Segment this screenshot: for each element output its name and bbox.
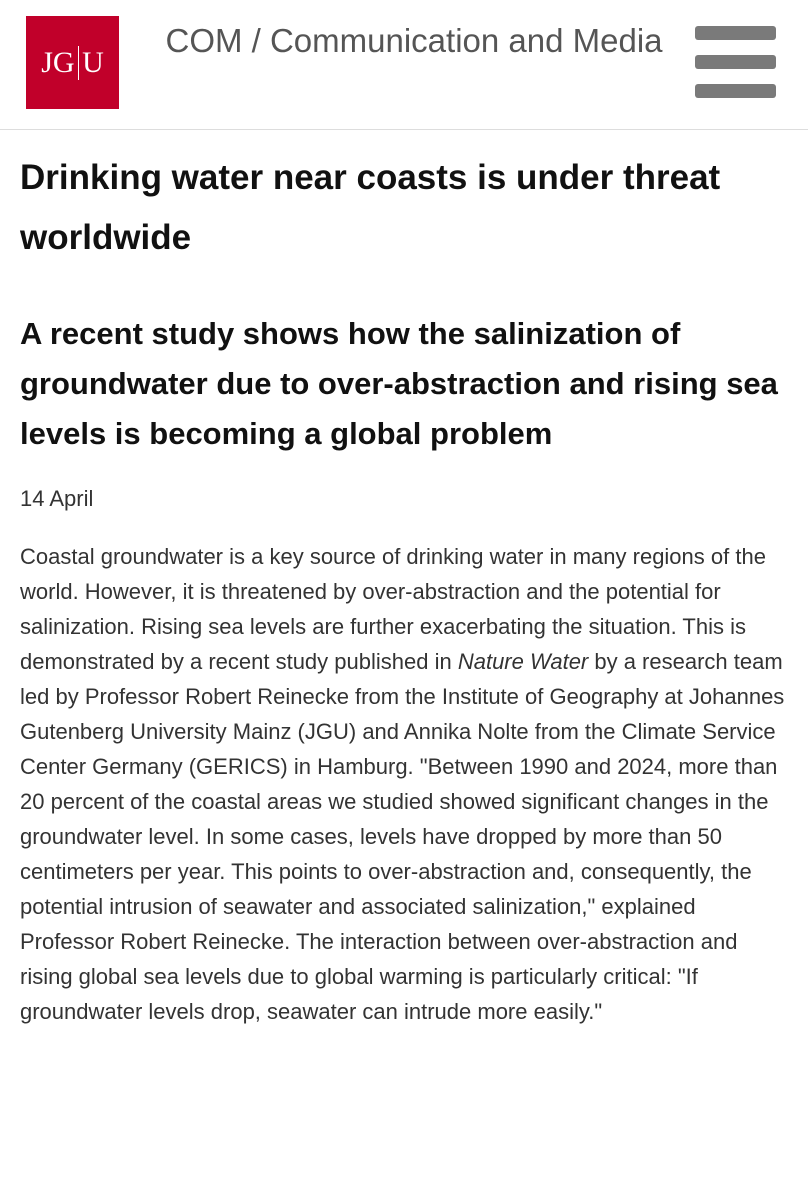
site-header [0, 0, 808, 130]
menu-line [695, 84, 776, 98]
body-text-part2: by a research team led by Professor Robert Reinecke from the Institute of Geography at Johannes Gutenberg University Mainz (JGU) and Annika Nolte from the Climate Service Center Germany (GERICS) in Hamburg. "Between 1990 and 2024, more than 20 percent of the coastal areas we studied showed significant changes in the groundwater level. In some cases, levels have dropped by more than 50 centimeters per year. This points to over-abstraction and, consequently, the potential intrusion of seawater and associated salinization," explained Professor Robert Reinecke. The interaction between over-abstraction and rising global sea levels due to global warming is particularly critical: "If groundwater levels drop, seawater can intrude more easily." [20, 649, 785, 1024]
article-headline: Drinking water near coasts is under threat worldwide [20, 158, 721, 257]
journal-name: Nature Water [457, 649, 589, 674]
logo-text [41, 46, 104, 80]
logo-left-text: JG [41, 45, 75, 79]
article-date: 14 April [20, 486, 94, 511]
jgu-logo[interactable] [26, 16, 119, 109]
hamburger-menu-icon[interactable] [695, 26, 776, 98]
logo-divider [78, 46, 80, 80]
article-body [20, 539, 792, 1029]
body-text-part1: Coastal groundwater is a key source of drinking water in many regions of the world. However, it is threatened by over-abstraction and the potential for salinization. Rising sea levels are further exacerbating the situation. This is demonstrated by a recent study published in [20, 544, 766, 674]
site-title[interactable]: COM / Communication and Media [165, 22, 663, 59]
menu-line [695, 26, 776, 40]
menu-line [695, 55, 776, 69]
logo-right-text: U [82, 45, 104, 79]
article [20, 148, 792, 1029]
article-subheadline: A recent study shows how the salinization of groundwater due to over-abstraction and rising sea levels is becoming a global problem [20, 316, 778, 451]
